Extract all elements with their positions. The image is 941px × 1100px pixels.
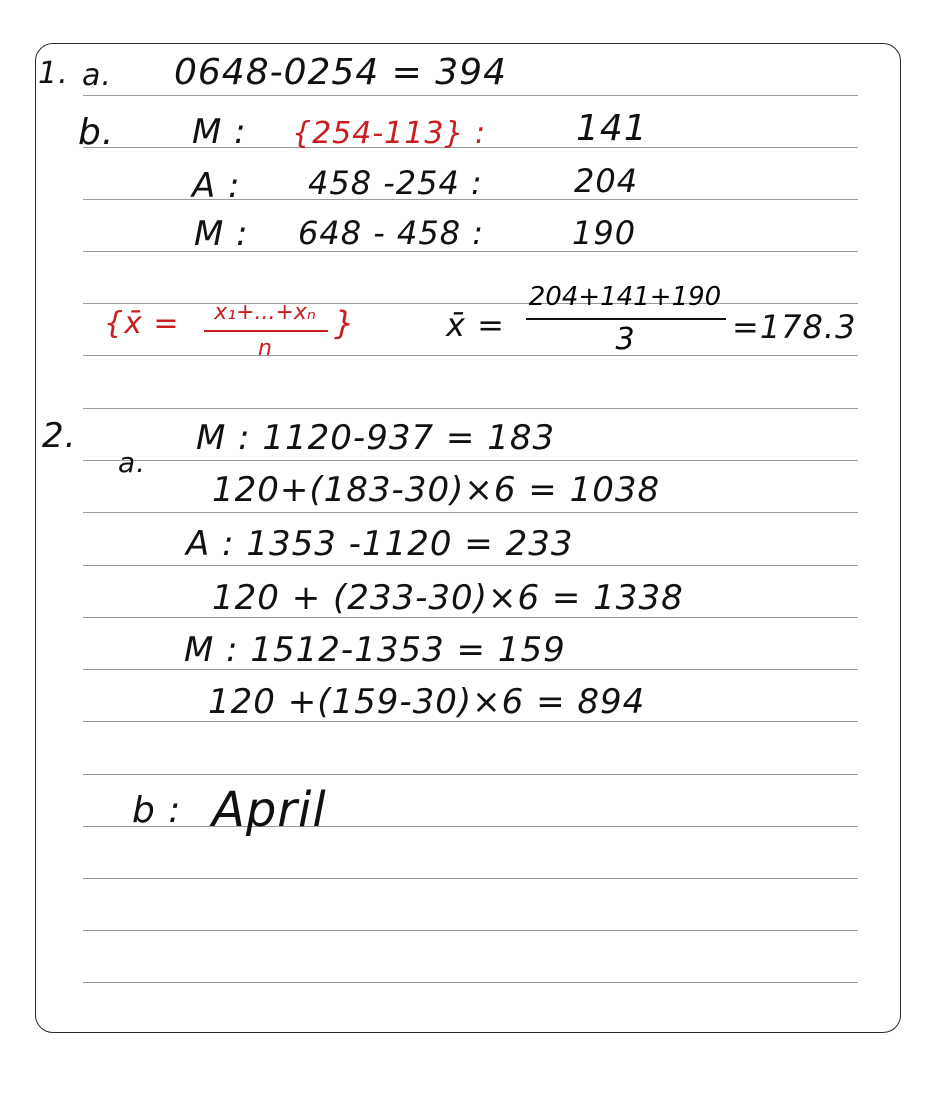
mean-calc-fraction-bar	[526, 318, 726, 320]
q1b-label: b.	[78, 112, 115, 153]
mean-calc-denominator: 3	[615, 322, 635, 357]
mean-calc-left: x̄ =	[446, 306, 505, 344]
ruled-line	[83, 512, 858, 513]
q1b-m2-expression: 648 - 458 :	[298, 214, 484, 252]
ruled-line	[83, 460, 858, 461]
q1-number: 1.	[38, 56, 69, 91]
ruled-line	[83, 982, 858, 983]
q2a-line-5: M : 1512-1353 = 159	[184, 630, 566, 670]
mean-calc-numerator: 204+141+190	[528, 282, 722, 312]
ruled-line	[83, 774, 858, 775]
q2a-label: a.	[118, 446, 147, 479]
q1b-m2-label: M :	[194, 214, 249, 254]
ruled-line	[83, 826, 858, 827]
q1b-a-result: 204	[574, 162, 639, 200]
q1b-a-expression: 458 -254 :	[308, 164, 483, 202]
mean-formula-numerator: x₁+...+xₙ	[214, 300, 316, 325]
ruled-line	[83, 565, 858, 566]
mean-formula-denominator: n	[258, 336, 272, 361]
mean-formula-left: {x̄ =	[104, 306, 180, 341]
ruled-line	[83, 878, 858, 879]
q2-number: 2.	[42, 416, 77, 456]
mean-formula-right: }	[334, 304, 356, 342]
q2b-label: b :	[132, 790, 182, 831]
q1b-m1-label: M :	[192, 112, 247, 152]
ruled-line	[83, 95, 858, 96]
ruled-line	[83, 408, 858, 409]
q2a-line-1: M : 1120-937 = 183	[196, 418, 556, 458]
q1b-a-label: A :	[192, 166, 241, 206]
q2a-line-4: 120 + (233-30)×6 = 1338	[212, 578, 684, 618]
q1b-m1-result: 141	[576, 108, 648, 149]
q2a-line-6: 120 +(159-30)×6 = 894	[208, 682, 646, 722]
q1b-m2-result: 190	[572, 214, 637, 252]
q1b-m1-expression: {254-113} :	[292, 116, 487, 151]
mean-formula-fraction-bar	[204, 330, 328, 332]
mean-calc-result: =178.3	[732, 308, 857, 346]
q1a-label: a.	[82, 58, 112, 93]
q2a-line-2: 120+(183-30)×6 = 1038	[212, 470, 661, 510]
q1a-expression: 0648-0254 = 394	[174, 52, 507, 93]
ruled-line	[83, 930, 858, 931]
q2a-line-3: A : 1353 -1120 = 233	[186, 524, 574, 564]
q2b-answer: April	[212, 782, 327, 838]
